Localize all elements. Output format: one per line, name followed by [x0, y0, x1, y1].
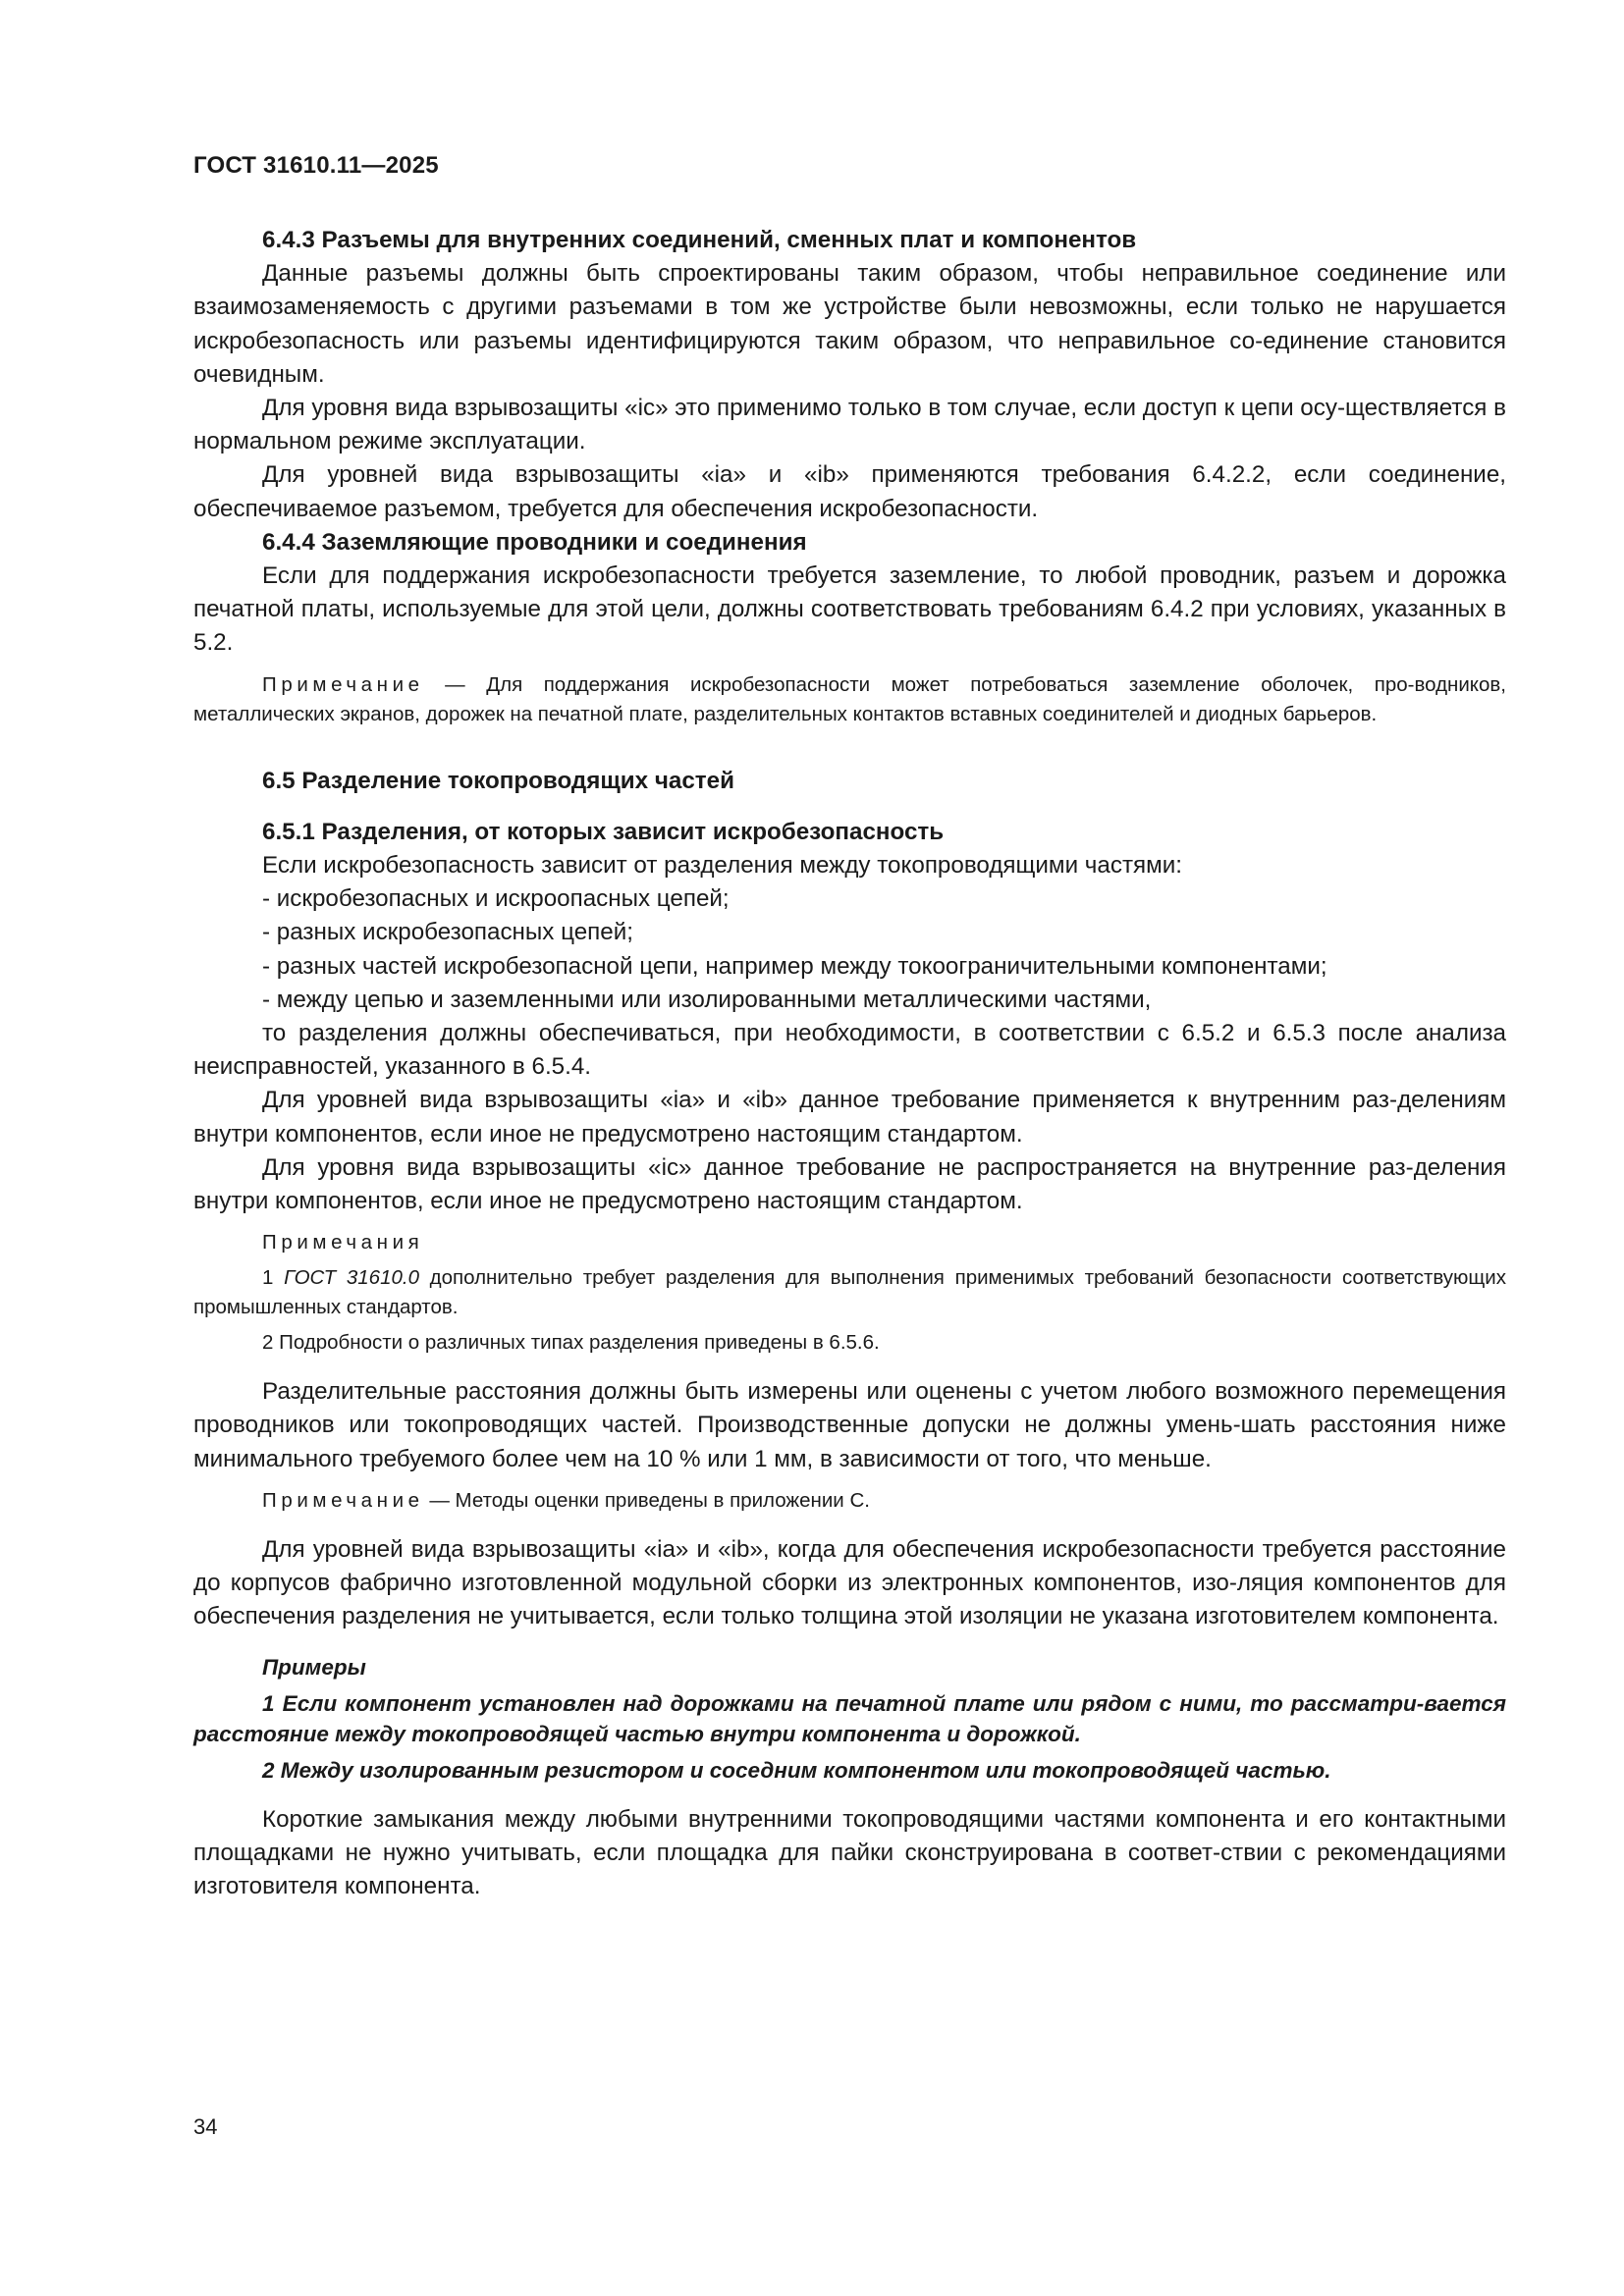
document-body [193, 224, 1506, 1903]
paragraph: Для уровня вида взрывозащиты «ic» это применимо только в том случае, если доступ к цепи осу-ществляется в нормальном режиме эксплуатации. [193, 395, 1506, 455]
examples-label: Примеры [262, 1654, 366, 1680]
paragraph: Для уровней вида взрывозащиты «ia» и «ib» применяются требования 6.4.2.2, если соединение, обеспечиваемое разъемом, требуется для обеспечения искробезопасности. [193, 461, 1506, 522]
paragraph: Для уровня вида взрывозащиты «ic» данное требование не распространяется на внутренние раз-деления внутри компонентов, если иное не предусмотрено настоящим стандартом. [193, 1153, 1506, 1215]
note [193, 670, 1506, 729]
paragraph: Для уровней вида взрывозащиты «ia» и «ib» данное требование применяется к внутренним раз-делениям внутри компонентов, если иное не предусмотрено настоящим стандартом. [193, 1087, 1506, 1148]
list-item: - разных искробезопасных цепей; [262, 919, 633, 946]
paragraph: то разделения должны обеспечиваться, при необходимости, в соответствии с 6.5.2 и 6.5.3 после анализа неисправностей, указанного в 6.5.4. [193, 1020, 1506, 1081]
notes-label: Примечания [262, 1231, 424, 1255]
section-6-5-1-title: 6.5.1 Разделения, от которых зависит искробезопасность [262, 818, 945, 845]
example-1: 1 Если компонент установлен над дорожками на печатной плате или рядом с ними, то рассматри-вается расстояние между токопроводящей частью внутри компонента и дорожкой. [193, 1690, 1506, 1746]
note-2: 2 Подробности о различных типах разделения приведены в 6.5.6. [262, 1331, 880, 1355]
paragraph: Для уровней вида взрывозащиты «ia» и «ib», когда для обеспечения искробезопасности требуется расстояние до корпусов фабрично изготовленной модульной сборки из электронных компонентов, изо-ляция компонентов для обеспечения разделения не учитывается, если только толщина этой изоляции не указана изготовителем компонента. [193, 1535, 1506, 1630]
note-1-text: дополнительно требует разделения для выполнения применимых требований безопасности соответствующих промышленных стандартов. [193, 1266, 1506, 1319]
note-label: Примечание [262, 1488, 424, 1512]
note-1 [193, 1263, 1506, 1322]
note-1-reference: ГОСТ 31610.0 [284, 1266, 419, 1290]
section-6-4-3-title: 6.4.3 Разъемы для внутренних соединений, сменных плат и компонентов [262, 227, 1137, 253]
note-text: — Методы оценки приведены в приложении С. [423, 1488, 870, 1512]
example-2: 2 Между изолированным резистором и соседним компонентом или токопроводящей частью. [262, 1757, 1331, 1783]
section-6-5-title: 6.5 Разделение токопроводящих частей [262, 767, 734, 794]
paragraph: Короткие замыкания между любыми внутренними токопроводящими частями компонента и его контактными площадками не нужно учитывать, если площадка для пайки сконструирована в соответ-ствии с рекомендациями изготовителя компонента. [193, 1805, 1506, 1899]
note-label: Примечание [262, 672, 424, 696]
note [193, 1486, 1506, 1516]
paragraph: Данные разъемы должны быть спроектированы таким образом, чтобы неправильное соединение или взаимозаменяемость с другими разъемами в том же устройстве были невозможны, если только не нарушается искробезопасность или разъемы идентифицируются таким образом, что неправильное со-единение становится очевидным. [193, 260, 1506, 388]
note-text: — Для поддержания искробезопасности может потребоваться заземление оболочек, про-водников, металлических экранов, дорожек на печатной плате, разделительных контактов вставных соединителей и диодных барьеров. [193, 672, 1506, 725]
paragraph: Если искробезопасность зависит от разделения между токопроводящими частями: [262, 852, 1182, 880]
paragraph: Разделительные расстояния должны быть измерены или оценены с учетом любого возможного перемещения проводников или токопроводящих частей. Производственные допуски не должны умень-шать расстояния ниже минимального требуемого более чем на 10 % или 1 мм, в зависимости от того, что меньше. [193, 1378, 1506, 1472]
section-6-4-4-title: 6.4.4 Заземляющие проводники и соединения [262, 528, 807, 556]
document-header: ГОСТ 31610.11—2025 [193, 152, 439, 179]
note-1-number: 1 [262, 1266, 285, 1290]
list-item: - между цепью и заземленными или изолированными металлическими частями, [262, 986, 1152, 1013]
list-item: - искробезопасных и искроопасных цепей; [262, 885, 730, 913]
list-item: - разных частей искробезопасной цепи, например между токоограничительными компонентами; [262, 952, 1327, 980]
paragraph: Если для поддержания искробезопасности требуется заземление, то любой проводник, разъем и дорожка печатной платы, используемые для этой цели, должны соответствовать требованиям 6.4.2 при условиях, указанных в 5.2. [193, 562, 1506, 657]
page-number: 34 [193, 2114, 218, 2139]
